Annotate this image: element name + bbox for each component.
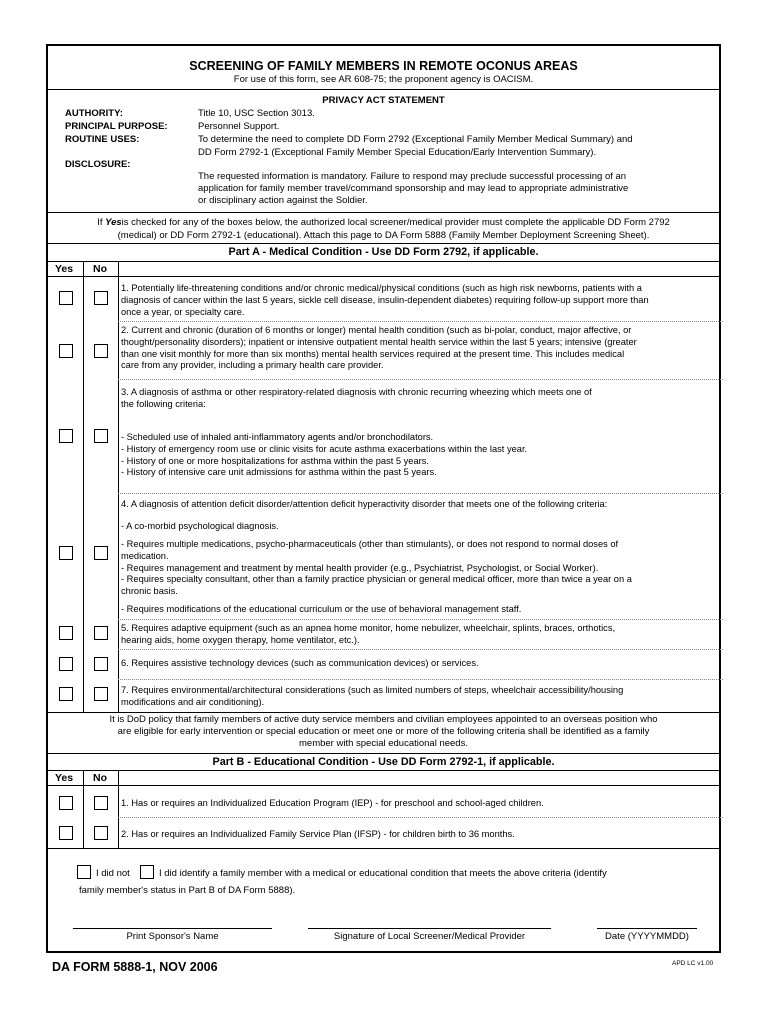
row-divider bbox=[118, 619, 723, 620]
did-identify-line-2: family member's status in Part B of DA Form 5888). bbox=[79, 885, 296, 896]
divider bbox=[48, 712, 719, 713]
a4-criteria: - Requires multiple medications, psycho-pharmaceuticals (other than stimulants), or does not respond to normal doses of medication. - Requires management and treatment by mental health provider (e.g., Psychiatrist, Psychologist, or Social Worker). - Requires specialty consultant, other than a family practice physician or general medical officer, more than twice a year on a chronic basis. bbox=[121, 539, 632, 597]
a2-text: 2. Current and chronic (duration of 6 months or longer) mental health condition (such as bi-polar, conduct, major affective, or thought/personality disorders); inpatient or intensive outpatient mental health service within the last 5 years; intensive (greater than one visit monthly for more than six months) mental health services required at the present time. This includes medical care from any provider, including a primary health care provider. bbox=[121, 325, 637, 371]
a1-no-checkbox[interactable] bbox=[94, 291, 108, 305]
a7-text: 7. Requires environmental/architectural considerations (such as limited numbers of steps, wheelchair accessibility/housing modifications and air conditioning). bbox=[121, 685, 624, 707]
divider bbox=[48, 243, 719, 244]
routine-uses-line-2: DD Form 2792-1 (Exceptional Family Member Special Education/Early Intervention Summary). bbox=[198, 147, 597, 158]
row-divider bbox=[118, 817, 723, 818]
column-divider bbox=[83, 770, 84, 848]
sponsor-name-label: Print Sponsor's Name bbox=[126, 931, 219, 942]
form-frame bbox=[46, 44, 721, 953]
screener-signature-line[interactable] bbox=[308, 928, 551, 929]
did-not-checkbox[interactable] bbox=[77, 865, 91, 879]
a2-no-checkbox[interactable] bbox=[94, 344, 108, 358]
instruction-line-2: (medical) or DD Form 2792-1 (educational). Attach this page to DA Form 5888 (Family Member Deployment Screening Sheet). bbox=[117, 230, 650, 241]
row-divider bbox=[118, 649, 723, 650]
a5-yes-checkbox[interactable] bbox=[59, 626, 73, 640]
a1-text: 1. Potentially life-threatening conditions and/or chronic medical/physical conditions (such as high risk newborns, patients with a diagnosis of cancer within the last 5 years, sickle cell disease, insulin-dependent diabetes) requiring follow-up support more than once a year, or specialty care. bbox=[121, 283, 649, 317]
did-identify-checkbox[interactable] bbox=[140, 865, 154, 879]
did-identify-line-1: I did identify a family member with a medical or educational condition that meets the above criteria (identify bbox=[159, 868, 607, 879]
disclosure-label: DISCLOSURE: bbox=[65, 159, 131, 170]
a3-no-checkbox[interactable] bbox=[94, 429, 108, 443]
divider bbox=[48, 89, 719, 90]
a1-yes-checkbox[interactable] bbox=[59, 291, 73, 305]
divider bbox=[48, 770, 719, 771]
a6-text: 6. Requires assistive technology devices (such as communication devices) or services. bbox=[121, 658, 479, 668]
part-a-heading: Part A - Medical Condition - Use DD Form 2792, if applicable. bbox=[228, 246, 539, 258]
a4-criterion-last: - Requires modifications of the educational curriculum or the use of behavioral management staff. bbox=[121, 604, 522, 614]
purpose-label: PRINCIPAL PURPOSE: bbox=[65, 121, 168, 132]
date-label: Date (YYYYMMDD) bbox=[605, 931, 689, 942]
divider bbox=[48, 848, 719, 849]
form-version: APD LC v1.00 bbox=[672, 960, 714, 967]
a5-text: 5. Requires adaptive equipment (such as an apnea home monitor, home nebulizer, wheelchair, splints, braces, orthotics, hearing aids, home oxygen therapy, home ventilator, etc.). bbox=[121, 623, 616, 645]
screener-signature-label: Signature of Local Screener/Medical Provider bbox=[333, 931, 526, 942]
b2-no-checkbox[interactable] bbox=[94, 826, 108, 840]
divider bbox=[48, 785, 719, 786]
column-divider bbox=[83, 261, 84, 712]
disclosure-line-3: or disciplinary action against the Soldier. bbox=[198, 195, 368, 206]
policy-line-2: are eligible for early intervention or special education or meet one or more of the following criteria shall be identified as a family bbox=[117, 726, 650, 737]
divider bbox=[48, 261, 719, 262]
disclosure-line-2: application for family member travel/command sponsorship and may lead to appropriate administrative bbox=[198, 183, 629, 194]
purpose-value: Personnel Support. bbox=[198, 121, 280, 132]
did-not-label: I did not bbox=[96, 868, 130, 879]
a7-yes-checkbox[interactable] bbox=[59, 687, 73, 701]
disclosure-line-1: The requested information is mandatory. Failure to respond may preclude successful processing of an bbox=[198, 171, 627, 182]
column-divider bbox=[118, 770, 119, 848]
a7-no-checkbox[interactable] bbox=[94, 687, 108, 701]
form-identifier: DA FORM 5888-1, NOV 2006 bbox=[52, 960, 218, 974]
a5-no-checkbox[interactable] bbox=[94, 626, 108, 640]
sponsor-name-line[interactable] bbox=[73, 928, 272, 929]
row-divider bbox=[118, 679, 723, 680]
b1-yes-checkbox[interactable] bbox=[59, 796, 73, 810]
divider bbox=[48, 753, 719, 754]
part-b-heading: Part B - Educational Condition - Use DD Form 2792-1, if applicable. bbox=[212, 756, 555, 768]
authority-value: Title 10, USC Section 3013. bbox=[198, 108, 315, 119]
form-subtitle: For use of this form, see AR 608-75; the proponent agency is OACISM. bbox=[233, 74, 534, 85]
privacy-heading: PRIVACY ACT STATEMENT bbox=[322, 95, 445, 106]
policy-line-1: It is DoD policy that family members of active duty service members and civilian employees appointed to an overseas position who bbox=[109, 714, 658, 725]
a4-criterion-1: - A co-morbid psychological diagnosis. bbox=[121, 521, 279, 531]
part-a-yes-header: Yes bbox=[55, 263, 74, 275]
b1-no-checkbox[interactable] bbox=[94, 796, 108, 810]
form-title: SCREENING OF FAMILY MEMBERS IN REMOTE OCONUS AREAS bbox=[189, 59, 578, 73]
routine-uses-line-1: To determine the need to complete DD Form 2792 (Exceptional Family Member Medical Summary) and bbox=[198, 134, 633, 145]
divider bbox=[48, 212, 719, 213]
a3-intro: 3. A diagnosis of asthma or other respiratory-related diagnosis with chronic recurring wheezing which meets one of the following criteria: bbox=[121, 387, 592, 409]
b2-text: 2. Has or requires an Individualized Family Service Plan (IFSP) - for children birth to 36 months. bbox=[121, 829, 515, 839]
a4-intro: 4. A diagnosis of attention deficit disorder/attention deficit hyperactivity disorder that meets one of the following criteria: bbox=[121, 499, 608, 509]
row-divider bbox=[118, 321, 723, 322]
a3-yes-checkbox[interactable] bbox=[59, 429, 73, 443]
divider bbox=[48, 276, 719, 277]
a4-no-checkbox[interactable] bbox=[94, 546, 108, 560]
date-line[interactable] bbox=[597, 928, 697, 929]
a6-yes-checkbox[interactable] bbox=[59, 657, 73, 671]
a3-criteria: - Scheduled use of inhaled anti-inflammatory agents and/or bronchodilators. - History of emergency room use or clinic visits for acute asthma exacerbations within the last year. - History of one or more hospitalizations for asthma within the past 5 years. - History of intensive care unit admissions for asthma within the past 5 years. bbox=[121, 432, 528, 478]
policy-line-3: member with special educational needs. bbox=[299, 738, 468, 749]
a4-yes-checkbox[interactable] bbox=[59, 546, 73, 560]
a2-yes-checkbox[interactable] bbox=[59, 344, 73, 358]
row-divider bbox=[118, 379, 723, 380]
authority-label: AUTHORITY: bbox=[65, 108, 123, 119]
part-b-no-header: No bbox=[93, 772, 107, 784]
column-divider bbox=[118, 261, 119, 712]
b2-yes-checkbox[interactable] bbox=[59, 826, 73, 840]
row-divider bbox=[118, 493, 723, 494]
part-a-no-header: No bbox=[93, 263, 107, 275]
routine-uses-label: ROUTINE USES: bbox=[65, 134, 140, 145]
part-b-yes-header: Yes bbox=[55, 772, 74, 784]
instruction-line-1: If Yesis checked for any of the boxes below, the authorized local screener/medical provider must complete the applicable DD Form 2792 bbox=[97, 217, 670, 228]
a6-no-checkbox[interactable] bbox=[94, 657, 108, 671]
b1-text: 1. Has or requires an Individualized Education Program (IEP) - for preschool and school-aged children. bbox=[121, 798, 544, 808]
